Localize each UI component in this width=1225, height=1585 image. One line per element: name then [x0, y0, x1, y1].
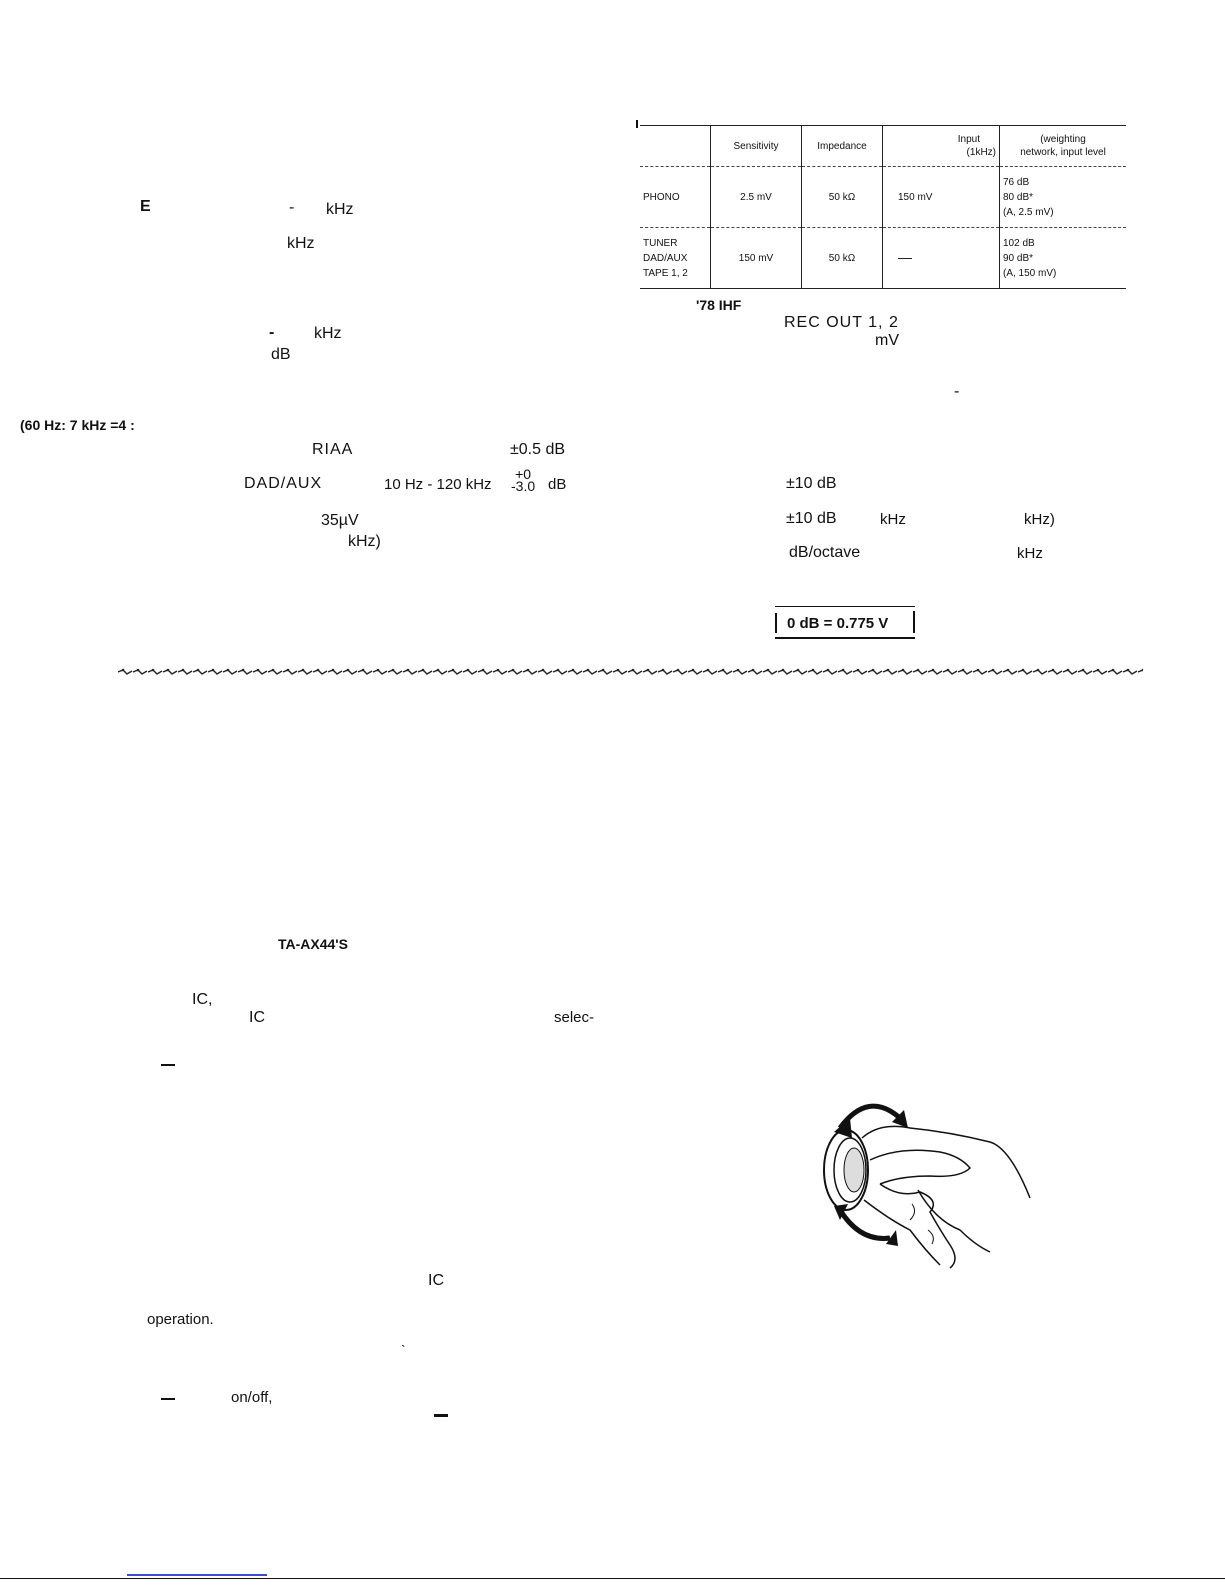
dad-aux-range: 10 Hz - 120 kHz	[384, 476, 492, 493]
snr-line: 102 dB	[1003, 237, 1035, 249]
tone-freq: kHz	[880, 511, 906, 528]
row-label-line: PHONO	[643, 191, 680, 203]
tone-range-bass: ±10 dB	[786, 475, 837, 492]
text-fragment: on/off,	[231, 1389, 273, 1406]
text-fragment: operation.	[147, 1311, 214, 1328]
row-label-line: TUNER	[643, 237, 678, 249]
table-row	[640, 228, 1126, 289]
dad-aux-unit: dB	[548, 476, 567, 493]
header-weighting	[1000, 126, 1127, 167]
filter-freq: kHz	[1017, 545, 1043, 562]
snr-line: 76 dB	[1003, 176, 1030, 188]
cell-impedance: 50 kΩ	[802, 167, 883, 228]
spec-unit: kHz	[314, 325, 342, 342]
dash-mark	[161, 1064, 175, 1066]
cell-impedance: 50 kΩ	[802, 228, 883, 289]
row-label	[640, 228, 711, 289]
tone-freq: kHz)	[1024, 511, 1055, 528]
cell-input-value: 150 mV	[898, 191, 933, 203]
dash-mark	[434, 1414, 448, 1417]
hand-turning-knob-illustration	[800, 1080, 1050, 1280]
text-fragment: `	[401, 1342, 406, 1358]
sensitivity-freq: kHz)	[348, 533, 381, 550]
text-fragment: IC	[249, 1009, 265, 1026]
row-label-line: TAPE 1, 2	[643, 267, 688, 279]
table-row	[640, 167, 1126, 228]
header-weight-top: (weighting	[1040, 134, 1086, 145]
page-bottom-rule	[0, 1578, 1225, 1579]
cell-input	[883, 167, 1000, 228]
riaa-tolerance: ±0.5 dB	[510, 441, 566, 458]
tone-range-treble: ±10 dB	[786, 510, 837, 527]
reference-level: 0 dB = 0.775 V	[787, 615, 889, 632]
spec-unit: kHz	[326, 201, 354, 218]
text-fragment: IC,	[192, 991, 213, 1008]
reference-level-box	[775, 606, 915, 639]
link-underline	[127, 1574, 267, 1576]
header-weight-bottom: network, input level	[1020, 147, 1106, 158]
header-input-top: Input	[957, 134, 980, 145]
header-sensitivity: Sensitivity	[711, 126, 802, 167]
snr-line: 90 dB*	[1003, 252, 1034, 264]
spec-unit: dB	[271, 346, 291, 363]
snr-line: (A, 2.5 mV)	[1003, 206, 1054, 218]
spec-dash: -	[269, 324, 275, 341]
rec-out-label: REC OUT 1, 2	[784, 314, 899, 331]
header-input	[883, 126, 1000, 167]
header-blank	[640, 126, 711, 167]
header-input-bottom: (1kHz)	[966, 147, 996, 158]
snr-line: (A, 150 mV)	[1003, 267, 1057, 279]
cell-input	[883, 228, 1000, 289]
sensitivity-value: 35µV	[321, 512, 359, 529]
tol-plus: +0	[515, 466, 532, 482]
row-label-line: DAD/AUX	[643, 252, 688, 264]
cell-snr	[1000, 228, 1127, 289]
cell-sensitivity: 150 mV	[711, 228, 802, 289]
filter-slope: dB/octave	[789, 544, 861, 561]
spec-letter: E	[140, 198, 151, 215]
table-corner-mark	[636, 120, 638, 128]
cell-sensitivity: 2.5 mV	[711, 167, 802, 228]
row-label	[640, 167, 711, 228]
header-impedance: Impedance	[802, 126, 883, 167]
spec-dash: -	[954, 383, 960, 400]
dad-aux-tolerance	[511, 468, 535, 492]
model-name: TA-AX44'S	[278, 936, 348, 952]
cell-snr	[1000, 167, 1127, 228]
spec-unit: kHz	[287, 235, 315, 252]
text-fragment: selec-	[554, 1009, 595, 1026]
input-spec-table	[640, 125, 1126, 289]
text-fragment: IC	[428, 1272, 444, 1289]
riaa-label: RIAA	[312, 441, 354, 458]
spec-dash: -	[289, 199, 295, 216]
table-footnote: '78 IHF	[696, 297, 742, 313]
dash-mark	[161, 1398, 175, 1400]
cell-input-value: —	[898, 248, 912, 265]
imd-ratio: (60 Hz: 7 kHz =4 :	[20, 417, 135, 433]
rec-out-unit: mV	[875, 332, 899, 349]
snr-line: 80 dB*	[1003, 191, 1034, 203]
section-divider	[118, 665, 1143, 679]
tol-minus: -3.0	[511, 478, 536, 494]
dad-aux-label: DAD/AUX	[244, 475, 323, 492]
